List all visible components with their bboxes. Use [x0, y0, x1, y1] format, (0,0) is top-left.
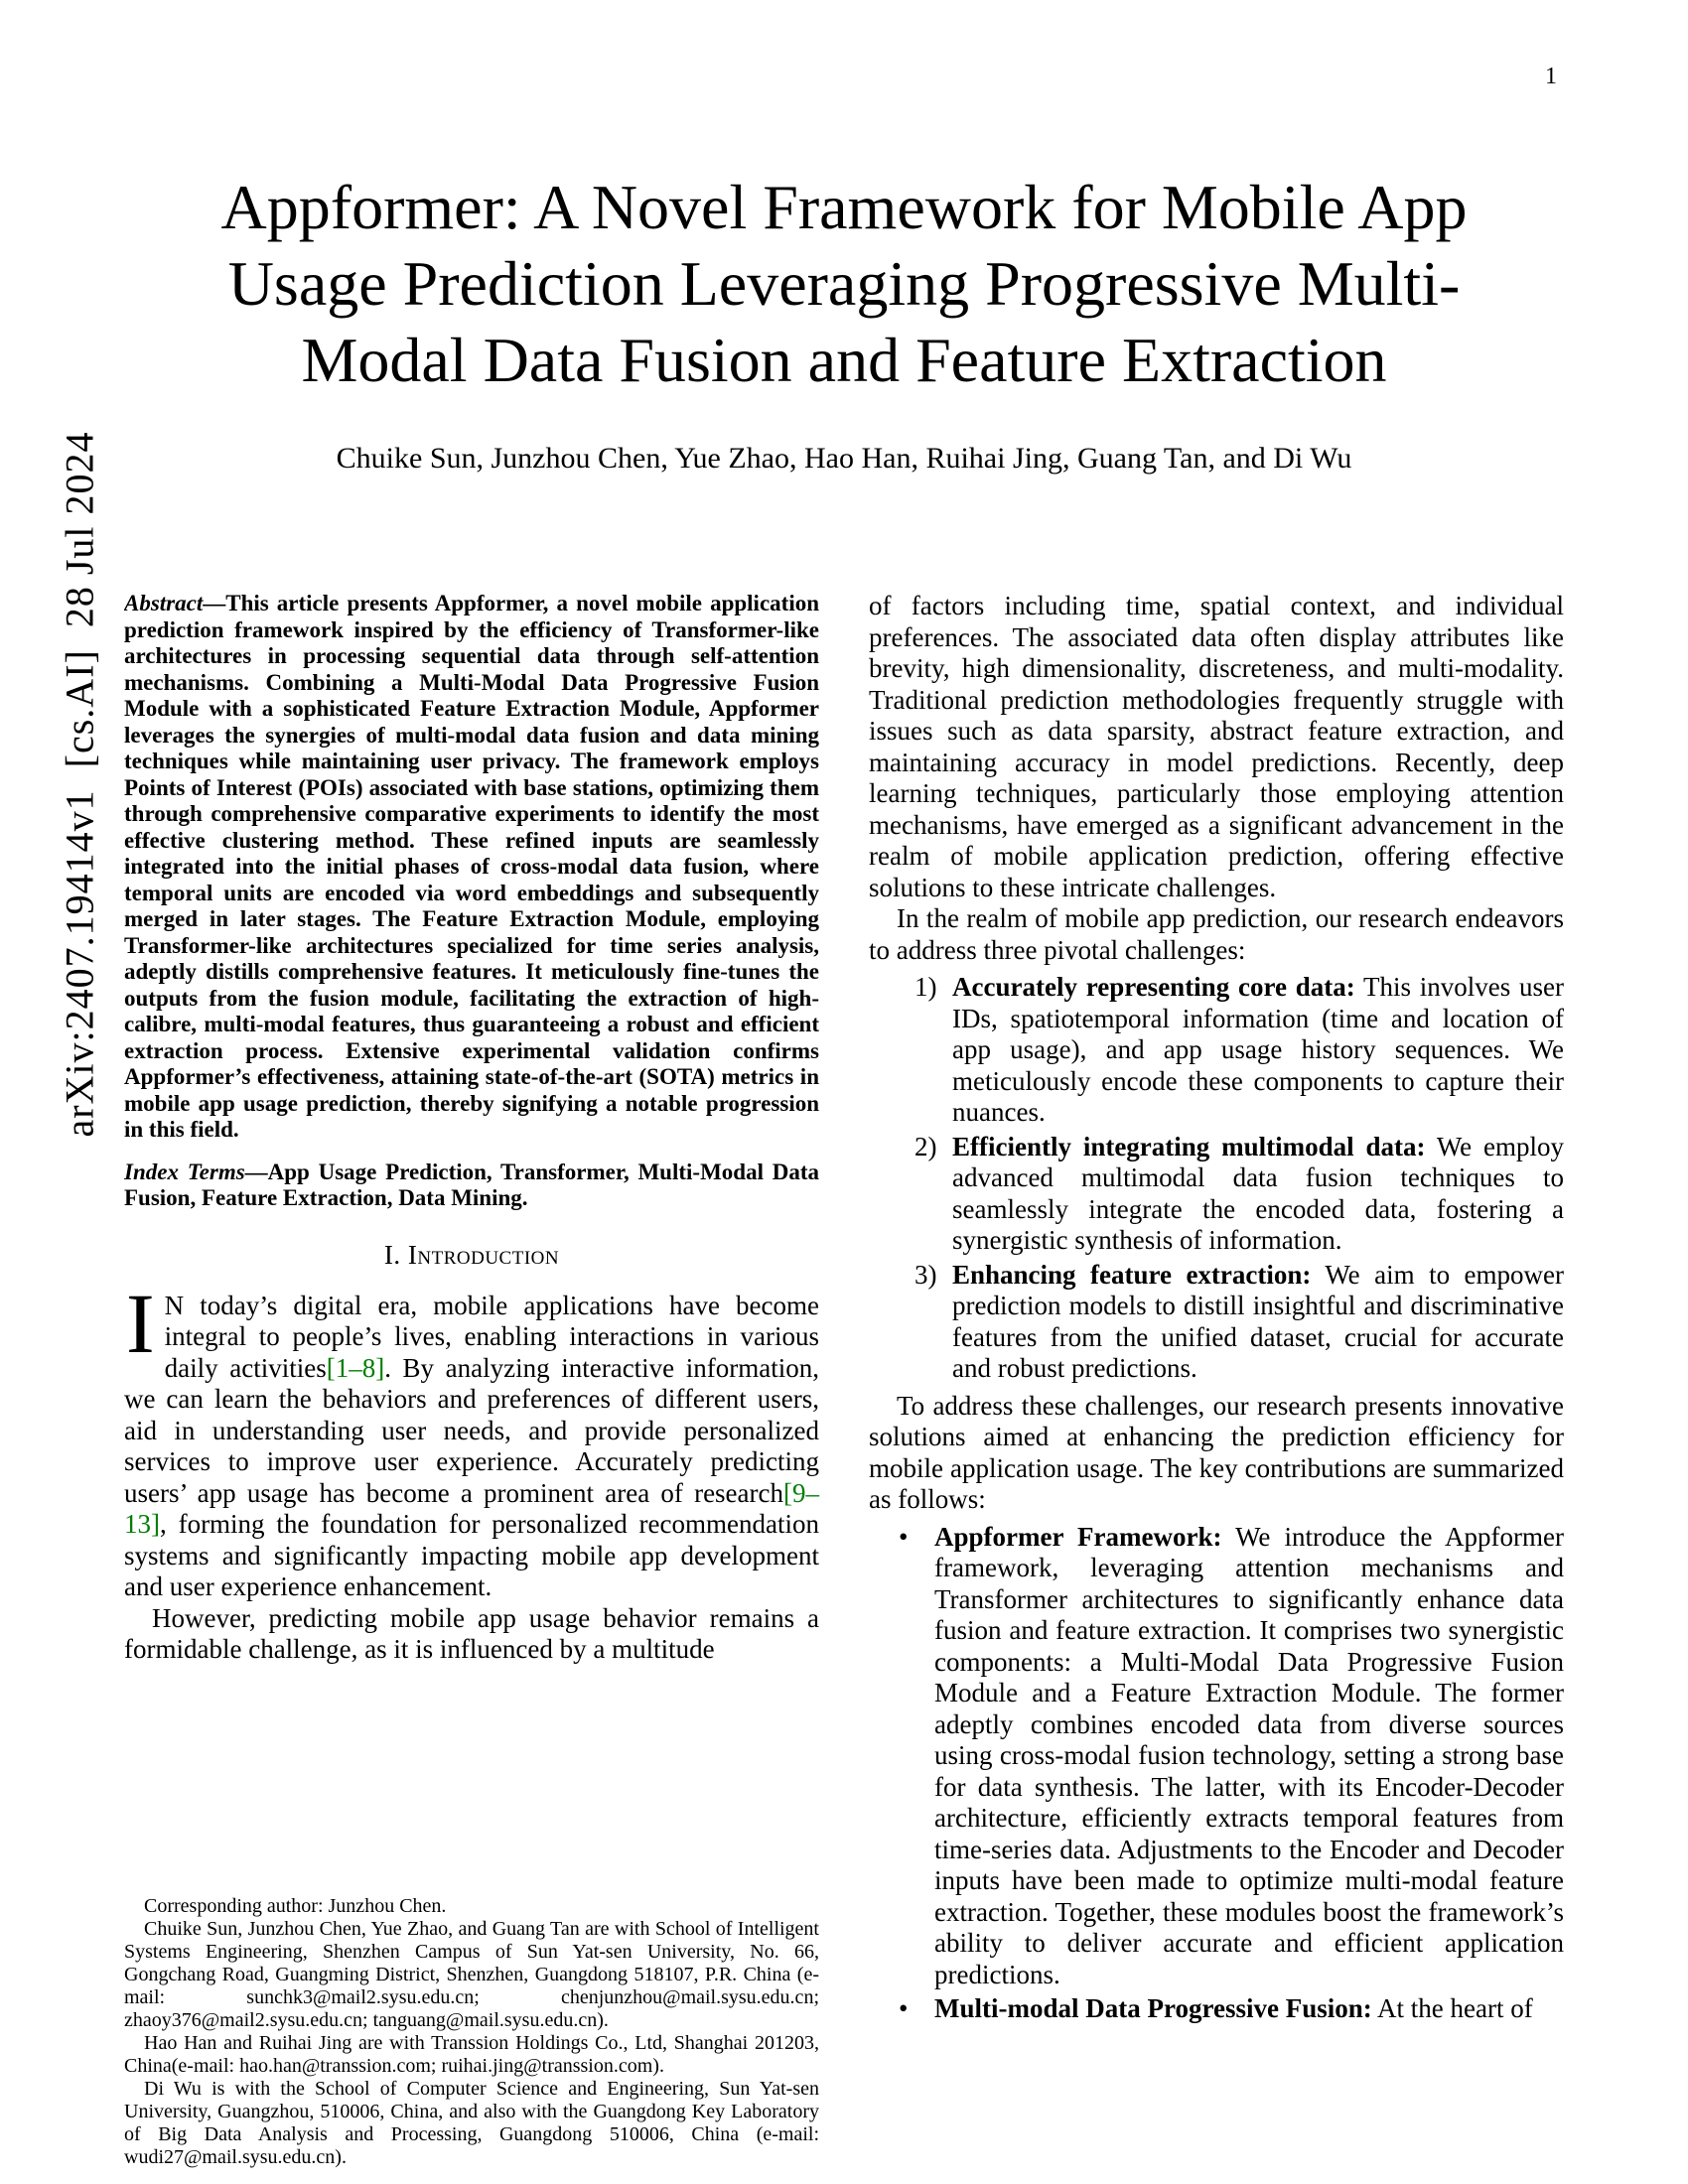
right-column [869, 591, 1564, 2169]
challenge-3-text: We aim to empower prediction models to distill insightful and discriminative features from the unified dataset, crucial for accurate and robust predictions. [952, 1259, 1564, 1383]
contribution-1-text: We introduce the Appformer framework, leveraging attention mechanisms and Transformer architectures to significantly enhance data fusion and feature extraction. It comprises two synergistic components: a Multi-Modal Data Progressive Fusion Module and a Feature Extraction Module. The former adeptly combines encoded data from diverse sources using cross-modal fusion technology, setting a strong base for data synthesis. The latter, with its Encoder-Decoder architecture, efficiently extracts temporal features from time-series data. Adjustments to the Encoder and Decoder inputs have been made to optimize multi-modal feature extraction. Together, these modules boost the framework’s ability to deliver accurate and efficient application predictions. [934, 1521, 1564, 1989]
challenge-1-number: 1) [914, 972, 937, 1002]
challenge-3-lead: Enhancing feature extraction: [952, 1259, 1312, 1290]
paper-authors: Chuike Sun, Junzhou Chen, Yue Zhao, Hao Han, Ruihai Jing, Guang Tan, and Di Wu [336, 442, 1352, 475]
paper-header [124, 169, 1564, 476]
author-footnotes [124, 1877, 819, 2169]
intro-paragraph-1 [124, 1275, 819, 1603]
index-terms-text: —App Usage Prediction, Transformer, Multi-Modal Data Fusion, Feature Extraction, Data Mining. [124, 1159, 819, 1210]
two-column-body [124, 591, 1564, 2169]
bullet-icon: • [899, 1521, 909, 1552]
intro-p1-mid: . By analyzing interactive information, we can learn the behaviors and preferences of different users, aid in understanding user needs, and provide personalized services to improve user experience. Accurately predicting users’ app usage has become a prominent area of research [124, 1352, 819, 1508]
paper-title: Appformer: A Novel Framework for Mobile App Usage Prediction Leveraging Progressive Multi-Modal Data Fusion and Feature Extraction [220, 172, 1468, 395]
bullet-icon: • [899, 1993, 909, 2023]
contribution-2-lead: Multi-modal Data Progressive Fusion: [934, 1993, 1372, 2023]
intro-paragraph-2: However, predicting mobile app usage behavior remains a formidable challenge, as it is influenced by a multitude [124, 1602, 819, 1664]
challenge-1-text: This involves user IDs, spatiotemporal information (time and location of app usage), and app usage history sequences. We meticulously encode these components to capture their nuances. [952, 972, 1564, 1127]
dropcap-letter: I [126, 1275, 155, 1371]
page-number: 1 [1545, 64, 1557, 89]
index-terms-paragraph [124, 1160, 819, 1212]
contribution-1-lead: Appformer Framework: [934, 1521, 1222, 1552]
footnote-affiliation-1: Chuike Sun, Junzhou Chen, Yue Zhao, and Guang Tan are with School of Intelligent Systems Engineering, Shenzhen Campus of Sun Yat-sen University, No. 66, Gongchang Road, Guangming District, Shenzhen, Guangdong 518107, P.R. China (e-mail: sunchk3@mail2.sysu.edu.cn; chenjunzhou@mail.sysu.edu.cn; zhaoy376@mail2.sysu.edu.cn; tanguang@mail.sysu.edu.cn). [124, 1918, 819, 2031]
contribution-item-2 [869, 1993, 1564, 2025]
section-heading-introduction: I. Introduction [383, 1239, 560, 1270]
challenge-item-2 [869, 1132, 1564, 1257]
intro-paragraph-3: of factors including time, spatial context, and individual preferences. The associated data often display attributes like brevity, high dimensionality, discreteness, and multi-modality. Traditional prediction methodologies frequently struggle with issues such as data sparsity, abstract feature extraction, and maintaining accuracy in model predictions. Recently, deep learning techniques, particularly those employing attention mechanisms, have emerged as a significant advancement in the realm of mobile application prediction, offering effective solutions to these intricate challenges. [869, 591, 1564, 902]
arxiv-watermark: arXiv:2407.19414v1 [cs.AI] 28 Jul 2024 [57, 431, 102, 1138]
contribution-item-1 [869, 1522, 1564, 1991]
abstract-text: —This article presents Appformer, a novel mobile application prediction framework inspired by the efficiency of Transformer-like architectures in processing sequential data through self-attention mechanisms. Combining a Multi-Modal Data Progressive Fusion Module with a sophisticated Feature Extraction Module, Appformer leverages the synergies of multi-modal data fusion and data mining techniques while maintaining user privacy. The framework employs Points of Interest (POIs) associated with base stations, optimizing them through comprehensive comparative experiments to identify the most effective clustering method. These refined inputs are seamlessly integrated into the initial phases of cross-modal data fusion, where temporal units are encoded via word embeddings and subsequently merged in later stages. The Feature Extraction Module, employing Transformer-like architectures specialized for time series analysis, adeptly distills comprehensive features. It meticulously fine-tunes the outputs from the fusion module, facilitating the extraction of high-calibre, multi-modal features, thus guaranteeing a robust and efficient extraction process. Extensive experimental validation confirms Appformer’s effectiveness, attaining state-of-the-art (SOTA) metrics in mobile app usage prediction, thereby signifying a notable progression in this field. [124, 591, 819, 1142]
abstract-paragraph [124, 591, 819, 1144]
contribution-2-text: At the heart of [1371, 1993, 1533, 2023]
intro-paragraph-4: In the realm of mobile app prediction, our research endeavors to address three pivotal challenges: [869, 903, 1564, 965]
challenge-2-text: We employ advanced multimodal data fusion techniques to seamlessly integrate the encoded data, fostering a synergistic synthesis of information. [952, 1131, 1564, 1255]
footnote-affiliation-2: Hao Han and Ruihai Jing are with Transsion Holdings Co., Ltd, Shanghai 201203, China(e-mail: hao.han@transsion.com; ruihai.jing@transsion.com). [124, 2032, 819, 2077]
abstract-label: Abstract [124, 591, 204, 615]
challenge-2-lead: Efficiently integrating multimodal data: [952, 1131, 1426, 1161]
challenge-3-number: 3) [914, 1259, 937, 1290]
challenge-2-number: 2) [914, 1131, 937, 1161]
intro-p1-post: , forming the foundation for personalized recommendation systems and significantly impacting mobile app development and user experience enhancement. [124, 1509, 819, 1601]
challenges-list [869, 972, 1564, 1385]
footnote-corresponding-author: Corresponding author: Junzhou Chen. [144, 1895, 447, 1917]
contributions-list [869, 1522, 1564, 2025]
citation-link-1-8[interactable]: [1–8] [326, 1352, 385, 1383]
index-terms-label: Index Terms [124, 1159, 245, 1184]
challenge-item-3 [869, 1260, 1564, 1385]
footnote-affiliation-3: Di Wu is with the School of Computer Science and Engineering, Sun Yat-sen University, Guangzhou, 510006, China, and also with the Guangdong Key Laboratory of Big Data Analysis and Processing, Guangdong 510006, China (e-mail: wudi27@mail.sysu.edu.cn). [124, 2078, 819, 2168]
challenge-1-lead: Accurately representing core data: [952, 972, 1355, 1002]
intro-paragraph-5: To address these challenges, our research presents innovative solutions aimed at enhancing the prediction efficiency for mobile application usage. The key contributions are summarized as follows: [869, 1390, 1564, 1514]
challenge-item-1 [869, 972, 1564, 1129]
citation-link-9-13[interactable]: [9–13] [124, 1477, 819, 1539]
intro-p1-pre: N today’s digital era, mobile applications have become integral to people’s lives, enabling interactions in various daily activities [164, 1290, 819, 1383]
left-column [124, 591, 819, 2169]
